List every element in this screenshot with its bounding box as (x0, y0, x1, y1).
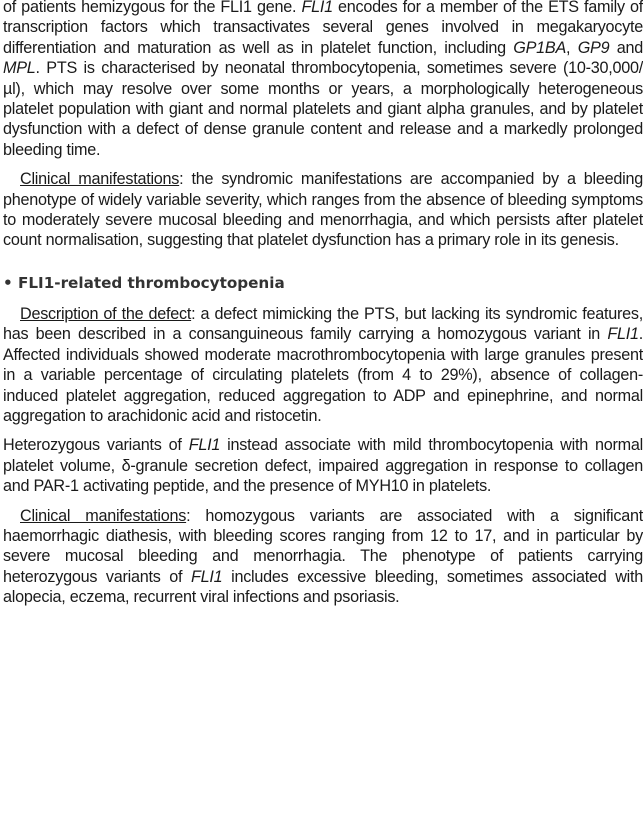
text-run: of patients hemizygous for the FLI1 gene. (3, 0, 302, 16)
text-run: : homozygous variants are associated with a significant haemorrhagic diathesis, with bleeding scores ranging from 12 to 17, and in particular by severe mucosal bleeding and menorrhagia. The phenotype of patients carrying heterozygous variants of (3, 506, 643, 586)
paragraph-heterozygous (3, 435, 643, 496)
text-run: . PTS is characterised by neonatal thrombocytopenia, sometimes severe (10-30,000/µl), which may resolve over some months or years, a morphologically heterogeneous platelet population with giant and normal platelets and giant alpha granules, and by platelet dysfunction with a defect of dense granule content and release and a markedly prolonged bleeding time. (3, 59, 643, 159)
section-heading: • FLI1-related thrombocytopenia (3, 273, 285, 292)
paragraph-defect-description (3, 304, 643, 426)
clinical-manifestations-label: Clinical manifestations (20, 506, 187, 525)
text-run: Heterozygous variants of (3, 436, 189, 455)
text-run: . Affected individuals showed moderate macrothrombocytopenia with large granules present in a variable percentage of circulating platelets (from 4 to 29%), absence of collagen-induced platelet aggregation, reduced aggregation to ADP and epinephrine, and normal aggregation to arachidonic acid and ristocetin. (3, 325, 643, 425)
gene-name: FLI1 (188, 436, 221, 455)
text-run: , (566, 38, 578, 57)
paragraph-fli1-clinical (3, 506, 643, 608)
text-run: instead associate with mild thrombocytopenia with normal platelet volume, δ-granule secretion defect, impaired aggregation in response to collagen and PAR-1 activating peptide, and the presence of MYH10 in platelets. (3, 436, 643, 496)
paragraph-pts-clinical (3, 169, 643, 251)
document-page (3, 0, 643, 617)
gene-name: GP9 (577, 38, 610, 57)
gene-name: MPL (3, 59, 36, 78)
gene-name: GP1BA (513, 38, 567, 57)
description-label: Description of the defect (20, 304, 192, 323)
text-run: encodes for a member of the ETS family of transcription factors which transactivates several genes involved in megakaryocyte differentiation and maturation as well as in platelet function, including (3, 0, 643, 57)
gene-name: FLI1 (301, 0, 333, 16)
gene-name: FLI1 (191, 567, 223, 586)
text-run: includes excessive bleeding, sometimes associated with alopecia, eczema, recurrent viral infections and psoriasis. (3, 567, 643, 607)
clinical-manifestations-label: Clinical manifestations (20, 170, 180, 189)
text-run: : a defect mimicking the PTS, but lacking its syndromic features, has been described in a consanguineous family carrying a homozygous variant in (3, 304, 643, 344)
text-run: : the syndromic manifestations are accompanied by a bleeding phenotype of widely variable severity, which ranges from the absence of bleeding symptoms to moderately severe mucosal bleeding and menorrhagia, and which persists after platelet count normalisation, suggesting that platelet dysfunction has a primary role in its genesis. (3, 170, 643, 250)
paragraph-pts-description (3, 0, 643, 160)
text-run: and (609, 38, 643, 57)
gene-name: FLI1 (607, 325, 639, 344)
